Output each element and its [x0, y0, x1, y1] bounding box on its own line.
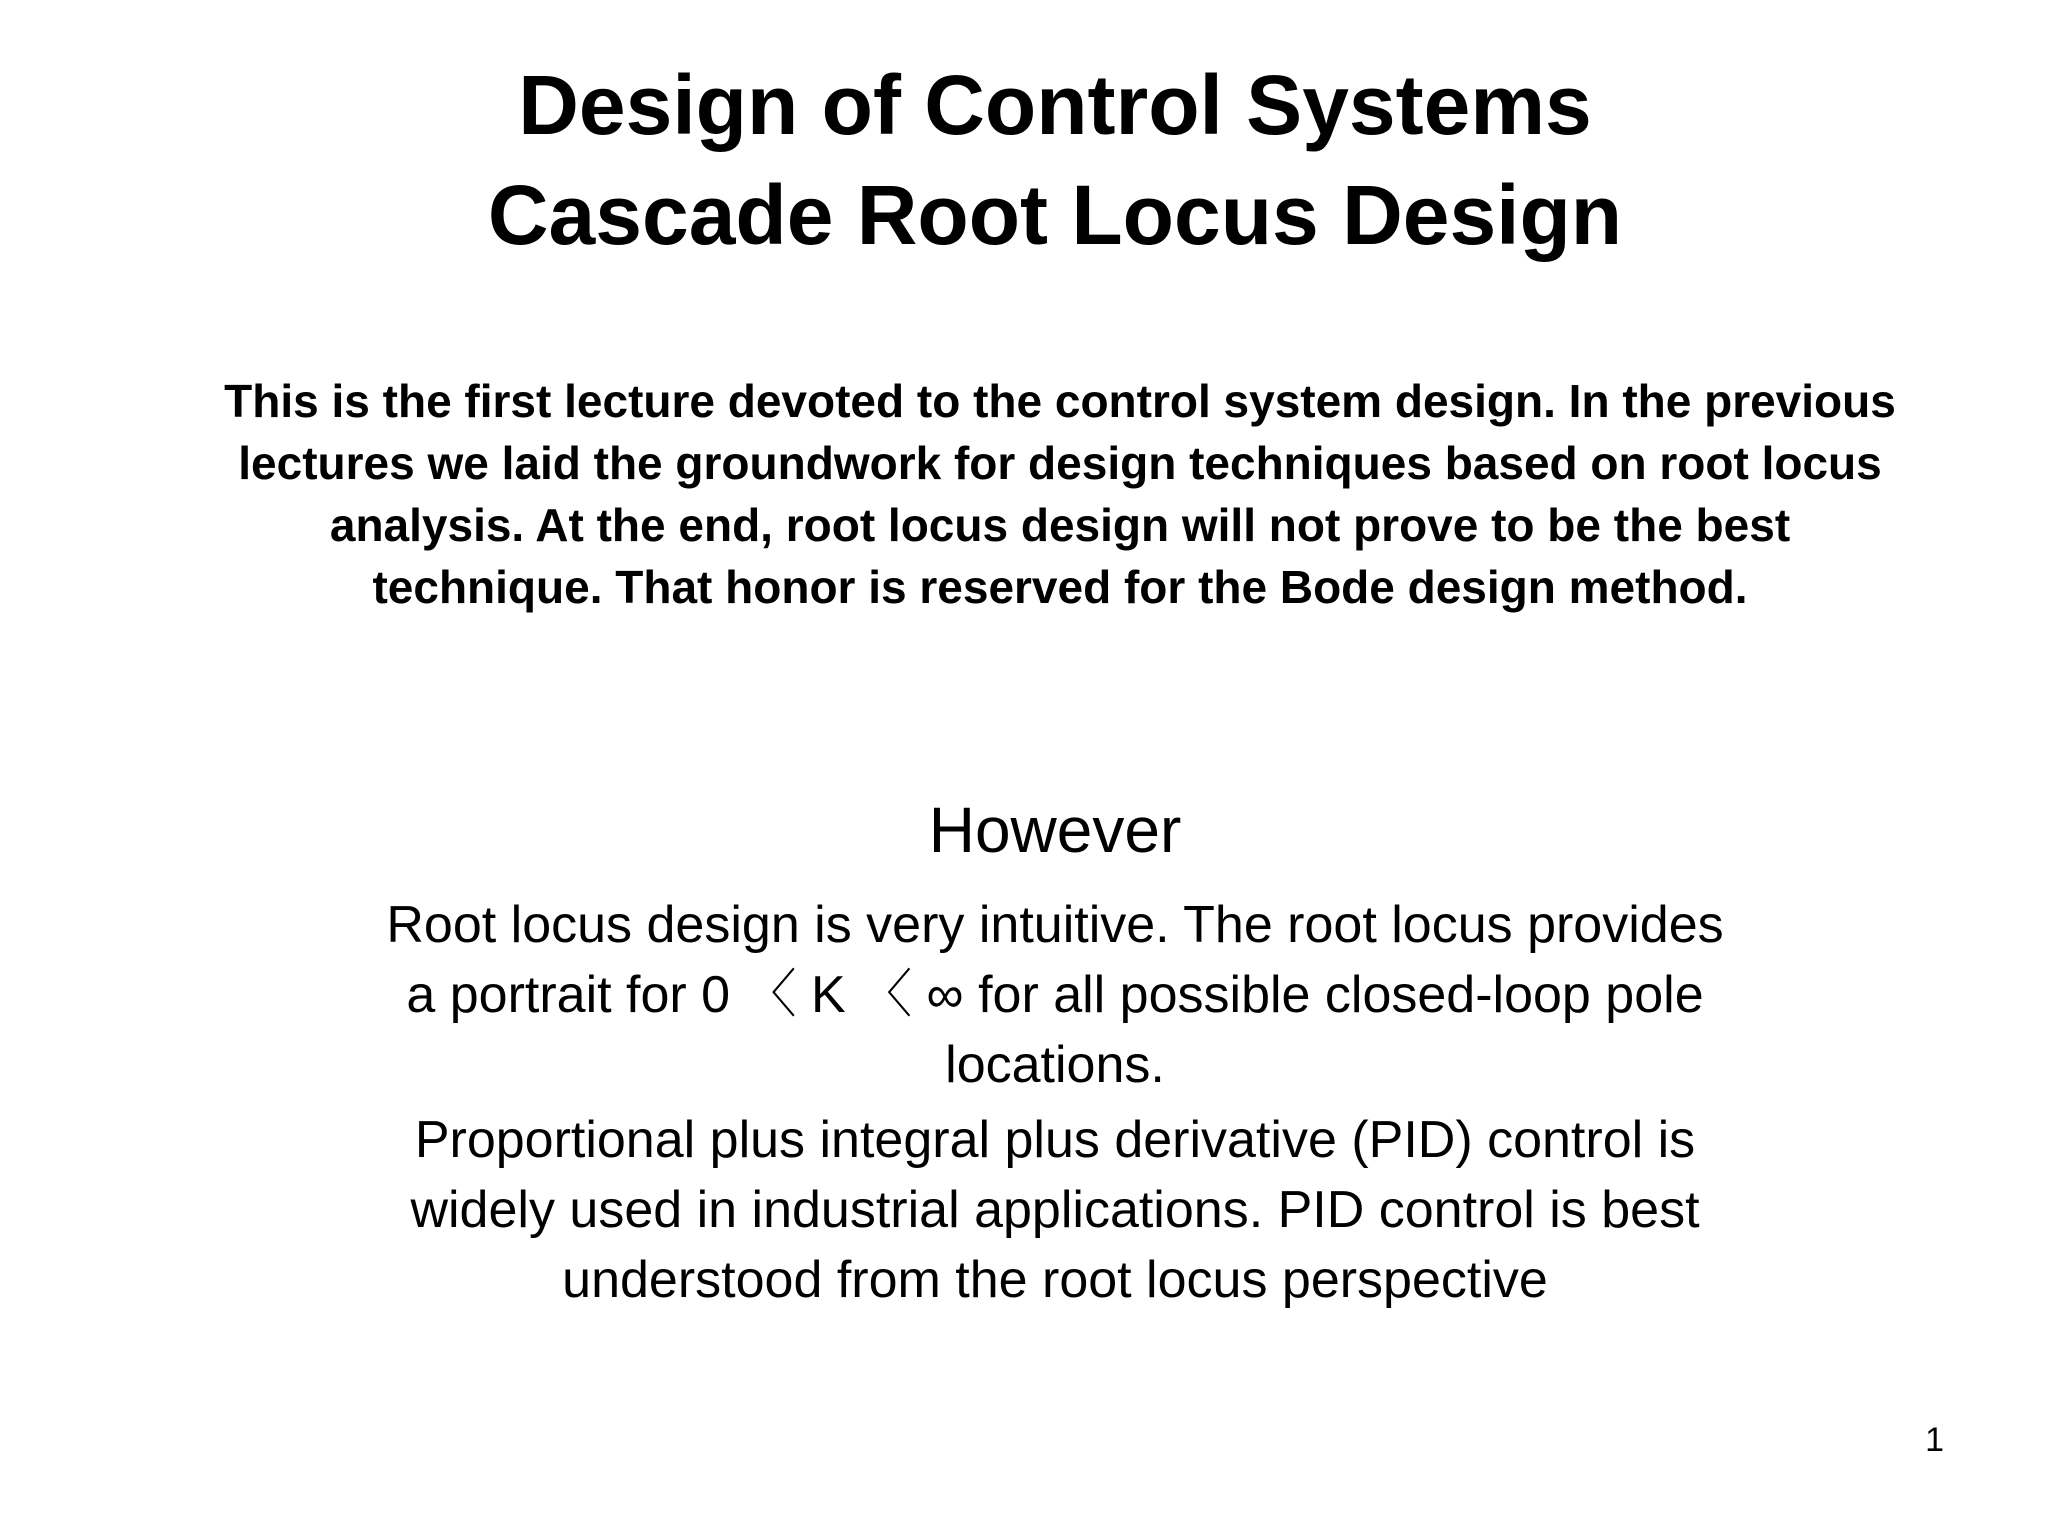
- title-line-1: Design of Control Systems: [518, 58, 1592, 152]
- however-heading: However: [928, 794, 1182, 866]
- root-locus-point: Root locus design is very intuitive. The root locus provides a portrait for 0 〈 K 〈 ∞ for all possible closed-loop pole locations.: [386, 896, 1724, 1094]
- pid-control-point: Proportional plus integral plus derivative (PID) control is widely used in industrial applications. PID control is best understood from the root locus perspective: [410, 1111, 1700, 1309]
- title-line-2: Cascade Root Locus Design: [487, 168, 1623, 262]
- intro-paragraph: This is the first lecture devoted to the control system design. In the previous lectures we laid the groundwork for design techniques based on root locus analysis. At the end, root locus design will not prove to be the best technique. That honor is reserved for the Bode design method.: [224, 375, 1896, 613]
- page-number: 1: [1925, 1421, 1944, 1459]
- slide-title: [0, 50, 2048, 270]
